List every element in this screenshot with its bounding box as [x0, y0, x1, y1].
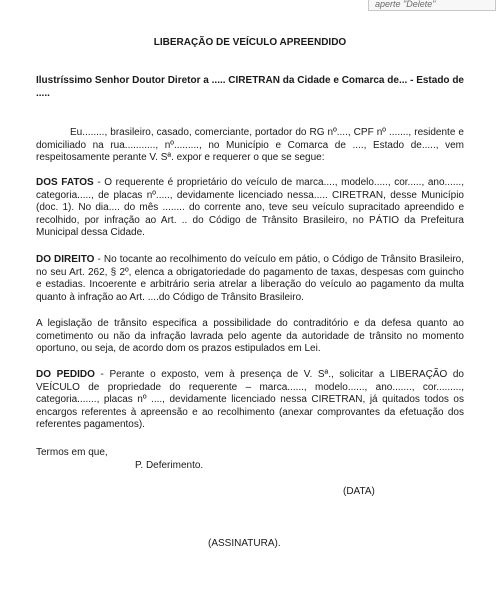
closing-line: Termos em que,: [36, 447, 108, 458]
facts-text: - O requerente é proprietário do veículo de marca...., modelo....., cor....., ano......, categoria....., de placas nº....., devidamente licenciado nessa..... CIRETRAN, desse Município (doc. 1). No dia.... do mês ........ do corrente ano, teve seu veículo supracitado apreendido e recolhido, por infração ao Art. .. do Código de Trânsito Brasileiro, no PÁTIO da Prefeitura Municipal dessa Cidade.: [36, 177, 464, 239]
deferment-line: P. Deferimento.: [135, 460, 204, 471]
request-label: DO PEDIDO: [36, 369, 95, 380]
delete-hint: aperte "Delete": [368, 0, 496, 11]
document-title: LIBERAÇÃO DE VEÍCULO APREENDIDO: [153, 37, 347, 48]
law-label: DO DIREITO: [36, 254, 95, 265]
request-text: - Perante o exposto, vem à presença de V. Sª., solicitar a LIBERAÇÃO do VEÍCULO de propriedade do requerente – marca......, modelo......, ano......., cor........., categoria......., placas nº ...., devidamente licenciado nessa CIRETRAN, já quitados todos os encargos referentes à apreensão e ao recolhimento (anexar comprovantes da efetuação dos referentes pagamentos).: [36, 369, 464, 431]
request-paragraph: [36, 369, 464, 432]
law-text: - No tocante ao recolhimento do veículo em pátio, o Código de Trânsito Brasileiro, no seu Art. 262, § 2º, elenca a obrigatoriedade do pagamento de taxas, despesas com guincho e estadias. Incoerente e arbitrário seria atrelar a liberação do veículo ao pagamento da multa quanto à infração ao Art. ....do Código de Trânsito Brasileiro.: [36, 254, 464, 303]
facts-paragraph: [36, 177, 464, 240]
facts-label: DOS FATOS: [36, 177, 94, 188]
intro-paragraph: Eu........, brasileiro, casado, comerciante, portador do RG nº...., CPF nº ......., residente e domiciliado na rua..........., nº........., no Município e Comarca de ...., Estado de....., vem respeitosamente perante V. Sª. expor e requerer o que se segue:: [36, 127, 464, 164]
signature-placeholder: (ASSINATURA).: [208, 538, 281, 549]
addressee: Ilustríssimo Senhor Doutor Diretor a ..... CIRETRAN da Cidade e Comarca de... - Estado de .....: [36, 75, 464, 99]
date-placeholder: (DATA): [343, 486, 375, 497]
law-paragraph-continued: A legislação de trânsito especifica a possibilidade do contraditório e da defesa quanto ao cometimento ou não da infração lavrada pelo agente da autoridade de trânsito no momento oportuno, ou seja, de acordo dom os prazos estipulados em Lei.: [36, 318, 464, 355]
law-paragraph: [36, 254, 464, 304]
